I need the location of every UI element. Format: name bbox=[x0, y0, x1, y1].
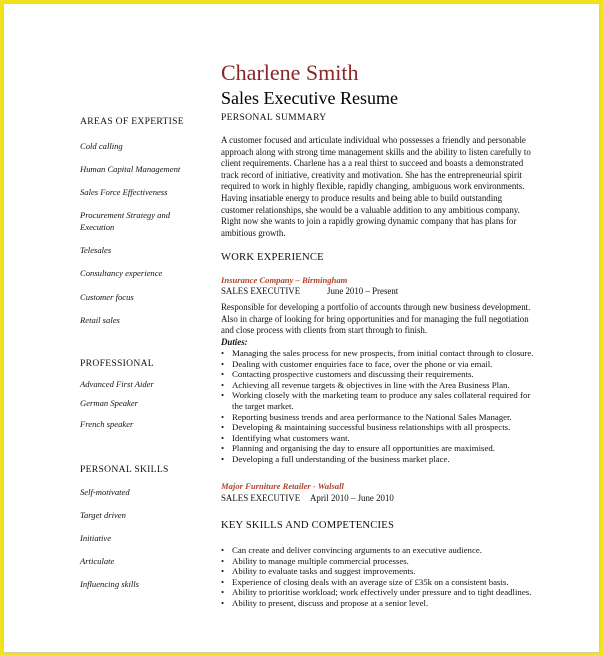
professional-item: Advanced First Aider bbox=[80, 379, 154, 389]
skills-heading: PERSONAL SKILLS bbox=[80, 464, 169, 475]
job1-title-line bbox=[221, 286, 541, 296]
candidate-name: Charlene Smith bbox=[221, 60, 359, 85]
key-skill-item: • Can create and deliver convincing arguments to an executive audience. bbox=[221, 545, 551, 556]
duty-item: • Reporting business trends and area performance to the National Sales Manager. bbox=[221, 412, 541, 423]
skill-item: Target driven bbox=[80, 510, 126, 520]
key-skill-item: • Ability to manage multiple commercial processes. bbox=[221, 556, 551, 567]
key-skills-list bbox=[221, 545, 551, 609]
duty-item: • Identifying what customers want. bbox=[221, 433, 541, 444]
skill-item: Influencing skills bbox=[80, 579, 139, 589]
job1-title: SALES EXECUTIVE bbox=[221, 286, 301, 296]
summary-text: A customer focused and articulate individual who possesses a friendly and personable approach along with strong time management skills and the ability to listen carefully to client requirements. Charlene has a a real thirst to succeed and boasts a demonstrated track record of initiative, creativity and motivation. She has the entrepreneurial spirit required to work in highly flexible, rapidly changing, ambiguous work environments. Having insatiable energy to produce results and being able to build outstanding customer relationships, she would be a valuable addition to any ambitious company. Right now she wants to join a rapidly growing dynamic company that has plans for ambitious growth. bbox=[221, 135, 531, 238]
duty-item: • Managing the sales process for new prospects, from initial contact through to closure. bbox=[221, 348, 541, 359]
job2-dates: April 2010 – June 2010 bbox=[310, 493, 394, 503]
expertise-item: Procurement Strategy and Execution bbox=[80, 210, 171, 232]
expertise-item: Sales Force Effectiveness bbox=[80, 187, 168, 197]
job1-dates: June 2010 – Present bbox=[327, 286, 399, 296]
expertise-item: Cold calling bbox=[80, 141, 123, 151]
experience-heading: WORK EXPERIENCE bbox=[221, 252, 324, 263]
expertise-item: Retail sales bbox=[80, 315, 120, 325]
key-skill-item: • Ability to evaluate tasks and suggest improvements. bbox=[221, 566, 551, 577]
expertise-heading: AREAS OF EXPERTISE bbox=[80, 116, 184, 127]
duty-item: • Dealing with customer enquiries face to face, over the phone or via email. bbox=[221, 359, 541, 370]
key-skill-item: • Ability to prioritise workload; work effectively under pressure and to tight deadlines. bbox=[221, 587, 551, 598]
key-skill-item: • Experience of closing deals with an average size of £35k on a consistent basis. bbox=[221, 577, 551, 588]
expertise-item: Telesales bbox=[80, 245, 112, 255]
skill-item: Initiative bbox=[80, 533, 112, 543]
duties-list bbox=[221, 348, 541, 465]
expertise-item: Consultancy experience bbox=[80, 268, 163, 278]
professional-item: French speaker bbox=[80, 419, 134, 429]
job1-description: Responsible for developing a portfolio of accounts through new business development. Also in charge of looking for bring opportunities and for managing the full negotiation and close process with clients from start through to finish. bbox=[221, 302, 531, 336]
duty-item: • Achieving all revenue targets & objectives in line with the Area Business Plan. bbox=[221, 380, 541, 391]
key-skills-heading: KEY SKILLS AND COMPETENCIES bbox=[221, 520, 395, 531]
resume-title: Sales Executive Resume bbox=[221, 88, 398, 108]
summary-heading: PERSONAL SUMMARY bbox=[221, 112, 327, 123]
resume-page bbox=[14, 12, 592, 644]
duties-label: Duties: bbox=[221, 337, 248, 347]
job1-company: Insurance Company – Birmingham bbox=[221, 275, 348, 285]
duty-item: • Developing a full understanding of the business market place. bbox=[221, 454, 541, 465]
skill-item: Self-motivated bbox=[80, 487, 130, 497]
duty-item: • Developing & maintaining successful business relationships with all prospects. bbox=[221, 422, 541, 433]
job2-title-line bbox=[221, 493, 541, 503]
duty-item: • Contacting prospective customers and discussing their requirements. bbox=[221, 369, 541, 380]
job2-company: Major Furniture Retailer - Walsall bbox=[221, 481, 344, 491]
key-skill-item: • Ability to present, discuss and propose at a senior level. bbox=[221, 598, 551, 609]
professional-item: German Speaker bbox=[80, 398, 138, 408]
job2-title: SALES EXECUTIVE bbox=[221, 493, 301, 503]
expertise-item: Customer focus bbox=[80, 292, 134, 302]
expertise-item: Human Capital Management bbox=[80, 164, 181, 174]
duty-item: • Planning and organising the day to ensure all opportunities are maximised. bbox=[221, 443, 541, 454]
page-frame bbox=[3, 3, 600, 653]
duty-item: • Working closely with the marketing team to produce any sales collateral required for the target market. bbox=[221, 390, 541, 411]
professional-heading: PROFESSIONAL bbox=[80, 358, 154, 369]
skill-item: Articulate bbox=[80, 556, 115, 566]
